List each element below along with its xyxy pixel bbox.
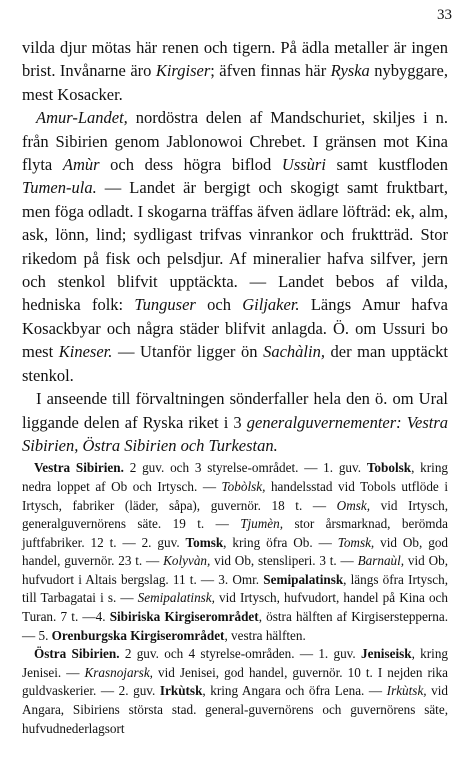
main-text xyxy=(22,36,448,457)
paragraph-forvaltning: I anseende till förvaltningen sönderfaller hela den ö. om Ural liggande delen af Ryska riket i 3 generalguvernementer: Vestra Sibirien, Östra Sibirien och Turkestan. xyxy=(22,389,448,455)
page-number: 33 xyxy=(437,7,452,23)
paragraph-amur: Amur-Landet, nordöstra delen af Mandschuriet, skiljes i n. från Sibirien genom Jablonowoi Chrebet. I gränsen mot Kina flyta Amùr och dess högra biflod Ussùri samt kustfloden Tumen-ula. — Landet är bergigt och skogigt samt fruktbart, men föga odladt. I skogarna träffas äfven ädlare löfträd: ek, alm, ask, lönn, lind; sydligast trifvas vinrankor och fruktträd. Stor rikedom på fisk och pelsdjur. Af mineralier hafva silfver, jern och stenkol blifvit upptäckta. — Landet bebos af vilda, hedniska folk: Tunguser och Giljaker. Längs Amur hafva Kosackbyar och några städer blifvit anlagda. Ö. om Ussuri bo mest Kineser. — Utanför ligger ön Sachàlin, der man upptäckt stenkol. xyxy=(22,108,448,385)
page-body xyxy=(22,36,448,738)
small-text xyxy=(22,459,448,738)
paragraph-kirgiser: vilda djur mötas här renen och tigern. På ädla metaller är ingen brist. Invånarne äro Kirgiser; äfven finnas här Ryska nybyggare, mest Kosacker. xyxy=(22,38,448,104)
paragraph-vestra-sibirien: Vestra Sibirien. 2 guv. och 3 styrelse-området. — 1. guv. Tobolsk, kring nedra loppet af Ob och Irtysch. — Tobòlsk, handelsstad vid Tobols utflöde i Irtysch, fabriker (läder, såpa), guvernör. 18 t. — Omsk, vid Irtysch, generalguvernörens säte. 19 t. — Tjumèn, stor årsmarknad, berömda juftfabriker. 12 t. — 2. guv. Tomsk, kring öfra Ob. — Tomsk, vid Ob, god handel, guvernör. 23 t. — Kolyvàn, vid Ob, stensliperi. 3 t. — Barnaùl, vid Ob, hufvudort i Altais bergslag. 11 t. — 3. Omr. Semipalatinsk, längs öfra Irtysch, till Tarbagatai i s. — Semipalatinsk, vid Irtysch, hufvudort, handel på Kina och Turan. 7 t. —4. Sibiriska Kirgiserområdet, östra hälften af Kirgiserstepperna. — 5. Orenburgska Kirgiserområdet, vestra hälften. xyxy=(22,460,449,643)
paragraph-ostra-sibirien: Östra Sibirien. 2 guv. och 4 styrelse-områden. — 1. guv. Jeniseisk, kring Jenisei. — Krasnojarsk, vid Jenisei, god handel, guvernör. 10 t. I nejden rika guldvaskerier. — 2. guv. Irkùtsk, kring Angara och öfra Lena. — Irkùtsk, vid Angara, Sibiriens största stad. general-guvernörens och guvernörens säte, hufvudnederlagsort xyxy=(22,646,449,736)
